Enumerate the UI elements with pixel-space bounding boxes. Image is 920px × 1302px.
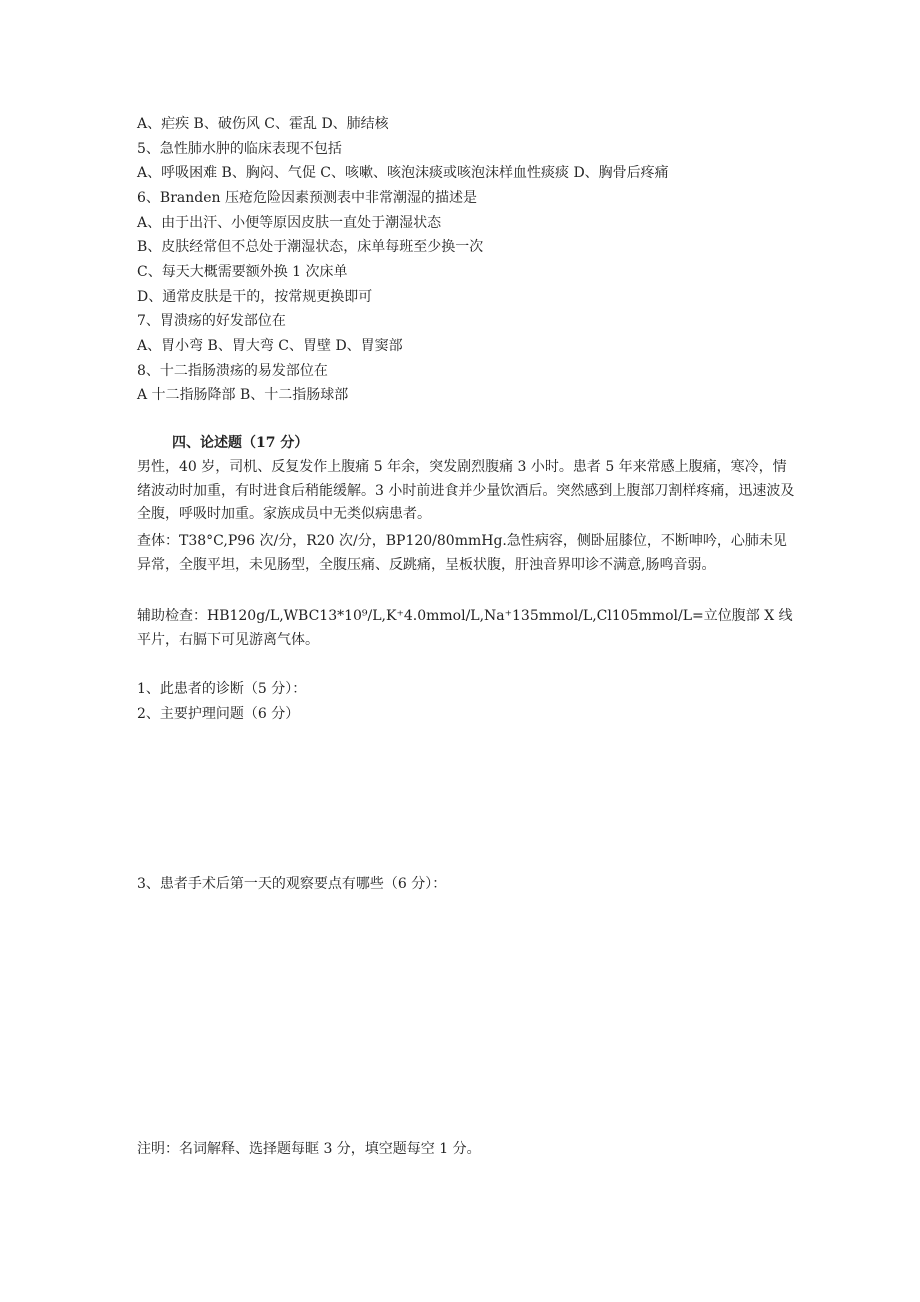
essay-section-heading: 四、论述题（17 分） <box>172 435 309 451</box>
mcq-line: A、疟疾 B、破伤风 C、霍乱 D、肺结核 <box>137 116 389 132</box>
mcq-line: A、呼吸困难 B、胸闷、气促 C、咳嗽、咳泡沫痰或咳泡沫样血性痰痰 D、胸骨后疼痛 <box>137 165 669 181</box>
mcq-line: A 十二指肠降部 B、十二指肠球部 <box>137 387 349 403</box>
mcq-question-8: 8、十二指肠溃疡的易发部位在 <box>137 363 328 379</box>
scoring-note: 注明：名词解释、选择题每眶 3 分，填空题每空 1 分。 <box>137 1141 481 1157</box>
answer-space-3[interactable] <box>137 900 797 1120</box>
mcq-line: B、皮肤经常但不总处于潮湿状态，床单每班至少换一次 <box>137 239 484 255</box>
mcq-line: A、由于出汗、小便等原因皮肤一直处于潮湿状态 <box>137 215 442 231</box>
mcq-question-7: 7、胃溃疡的好发部位在 <box>137 313 286 329</box>
mcq-line: A、胃小弯 B、胃大弯 C、胃壁 D、胃窦部 <box>137 338 403 354</box>
essay-question-2: 2、主要护理问题（6 分） <box>137 706 300 722</box>
physical-exam-text: 查体：T38°C,P96 次/分，R20 次/分，BP120/80mmHg.急性病容，侧卧屈膝位，不断呻吟，心肺未见异常，全腹平坦，未见肠型，全腹压痛、反跳痛，呈板状腹，肝浊音界叩诊不满意,肠鸣音弱。 <box>137 533 787 573</box>
answer-space-2[interactable] <box>137 730 797 860</box>
mcq-question-6: 6、Branden 压疮危险因素预测表中非常潮湿的描述是 <box>137 190 477 206</box>
essay-question-1: 1、此患者的诊断（5 分）： <box>137 681 307 697</box>
mcq-line: D、通常皮肤是干的，按常规更换即可 <box>137 289 373 305</box>
essay-question-3: 3、患者手术后第一天的观察要点有哪些（6 分）： <box>137 876 447 892</box>
case-description: 男性，40 岁，司机、反复发作上腹痛 5 年余，突发剧烈腹痛 3 小时。患者 5 年来常感上腹痛，寒冷，情绪波动时加重，有时进食后稍能缓解。3 小时前进食并少量饮酒后。突然感到上腹部刀割样疼痛，迅速波及全腹，呼吸时加重。家族成员中无类似病患者。 <box>137 459 795 522</box>
mcq-question-5: 5、急性肺水肿的临床表现不包括 <box>137 141 342 157</box>
auxiliary-exam-text: 辅助检查：HB120g/L,WBC13*10⁹/L,K⁺4.0mmol/L,Na⁺135mmol/L,Cl105mmol/L=立位腹部 X 线平片，右膈下可见游离气体。 <box>137 608 793 648</box>
mcq-line: C、每天大概需要额外换 1 次床单 <box>137 264 348 280</box>
